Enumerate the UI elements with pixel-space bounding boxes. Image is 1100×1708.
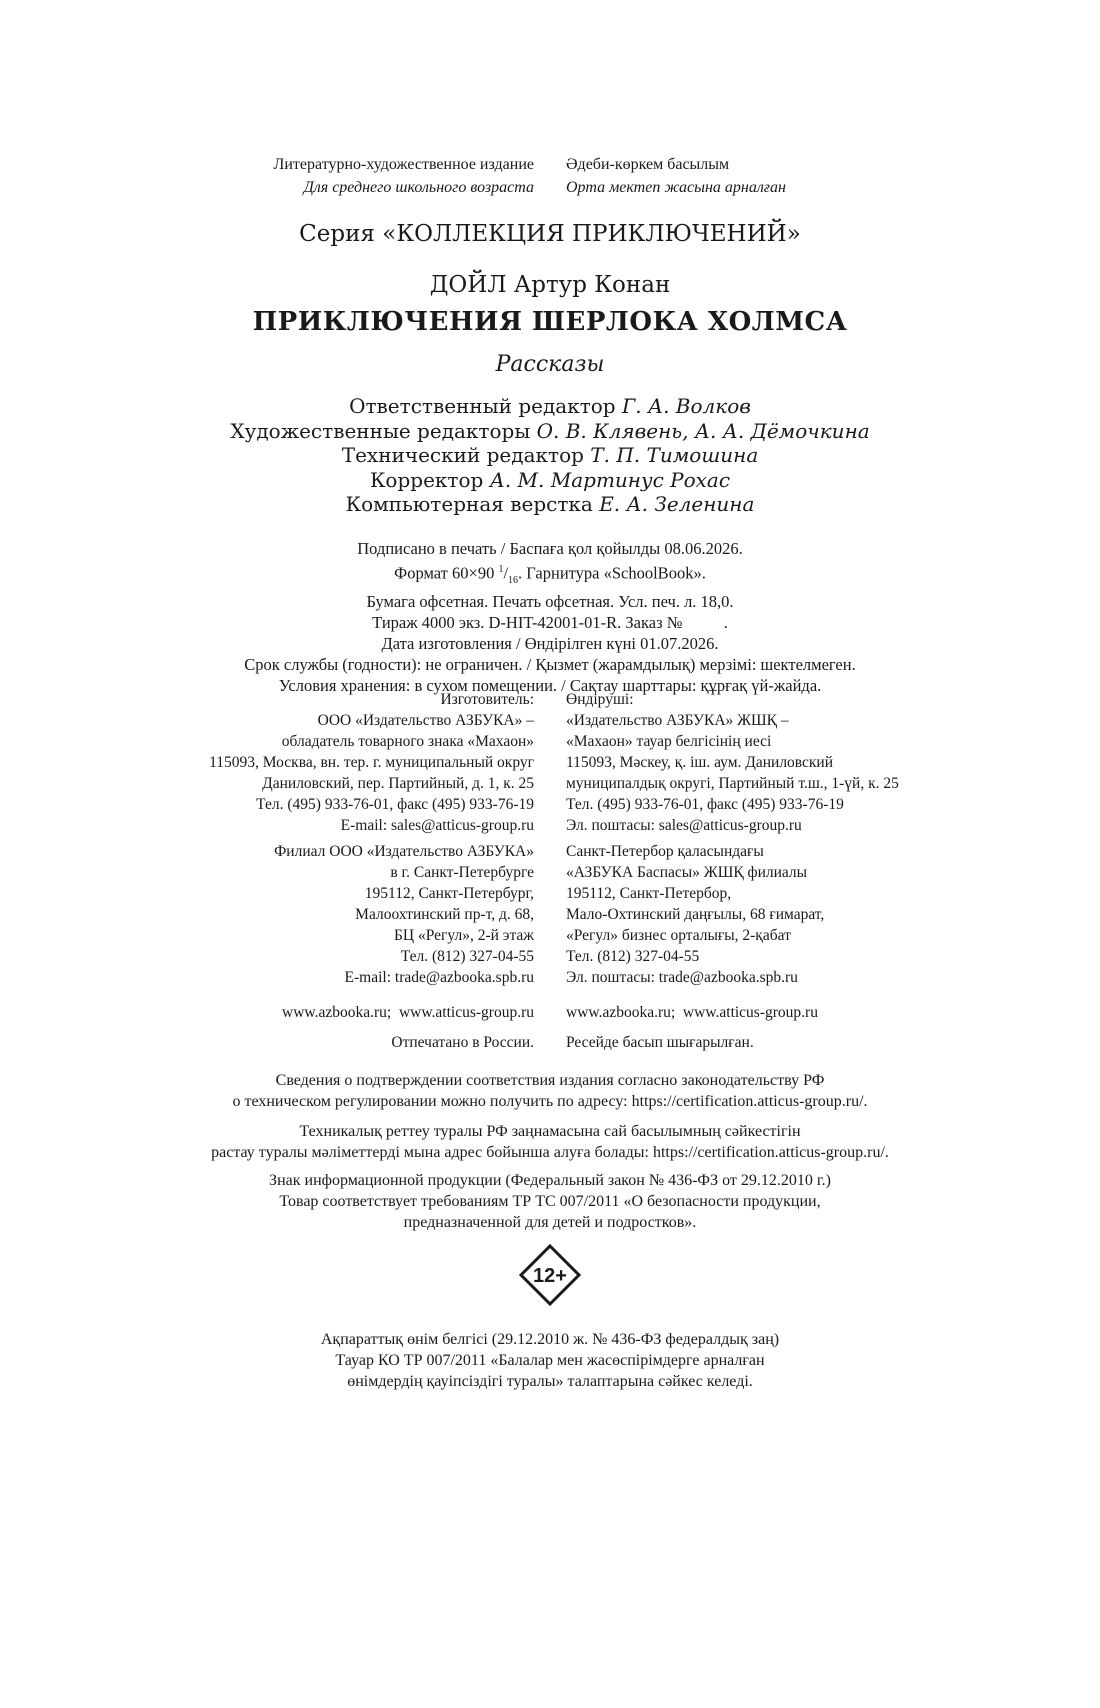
address-line: Малоохтинский пр-т, д. 68, (355, 906, 534, 923)
address-line: «АЗБУКА Баспасы» ЖШҚ филиалы (566, 864, 808, 881)
credit-role: Ответственный редактор (349, 394, 616, 418)
address-line: Санкт-Петербор қаласындағы (566, 843, 764, 860)
address-line: «Махаон» тауар белгісінің иесі (566, 733, 772, 750)
credit-name: О. В. Клявень, А. А. Дёмочкина (536, 418, 870, 443)
author-name: ДОЙЛ Артур Конан (429, 272, 671, 298)
printed-in-kz: Ресейде басып шығарылған. (566, 1034, 754, 1051)
address-line: муниципалдық округі, Партийный т.ш., 1-үй, к. 25 (566, 775, 899, 792)
printed-in-ru: Отпечатано в России. (391, 1034, 534, 1051)
format-line: Формат 60×90 $^1/_{16}$. Гарнитура «SchoolBook». (394, 563, 706, 586)
email-line: Эл. поштасы: sales@atticus-group.ru (566, 817, 802, 834)
printed-in-block (0, 1032, 1100, 1053)
email-line: E-mail: trade@azbooka.spb.ru (344, 969, 534, 986)
address-line: 195112, Санкт-Петербург, (364, 885, 534, 902)
manufacturer-kz (566, 689, 1091, 836)
format-label: Формат 60×90 (394, 563, 499, 583)
credit-line (0, 394, 1100, 419)
info-product-kz (0, 1329, 1100, 1392)
info-line: Знак информационной продукции (Федеральный закон № 436-ФЗ от 29.12.2010 г.) (269, 1172, 831, 1189)
address-line: обладатель товарного знака «Махаон» (281, 733, 534, 750)
shelf-life: Срок службы (годности): не ограничен. / Қызмет (жарамдылық) мерзімі: шектелмеген. (244, 654, 856, 674)
address-line: 115093, Мәскеу, қ. іш. аум. Даниловский (566, 754, 834, 771)
address-line: Тел. (495) 933-76-01, факс (495) 933-76-19 (256, 796, 534, 813)
branch-block (0, 841, 1100, 988)
credit-role: Корректор (369, 467, 484, 492)
certification-line: о техническом регулировании можно получить по адресу: https://certification.atticus-group.ru/. (232, 1093, 868, 1110)
info-line: Товар соответствует требованиям ТР ТС 007/2011 «О безопасности продукции, (279, 1193, 821, 1210)
print-details (0, 538, 1100, 696)
age-rating-badge (518, 1243, 582, 1307)
certification-line: Техникалық реттеу туралы РФ заңнамасына сай басылымның сәйкестігін (299, 1123, 801, 1140)
credit-role: Компьютерная верстка (345, 492, 593, 516)
address-line: Тел. (812) 327-04-55 (400, 948, 534, 965)
address-line: Филиал ООО «Издательство АЗБУКА» (274, 843, 534, 860)
edition-type-label: Литературно-художественное издание (273, 156, 534, 173)
certification-kz (0, 1121, 1100, 1163)
production-date: Дата изготовления / Өндірілген күні 01.07.2026. (381, 633, 719, 653)
info-line: предназначенной для детей и подростков». (403, 1214, 697, 1231)
credit-line (0, 492, 1100, 517)
certification-line: Сведения о подтверждении соответствия издания согласно законодательству РФ (275, 1072, 825, 1089)
credit-role: Художественные редакторы (230, 418, 531, 443)
manufacturer-ru (9, 689, 534, 836)
manufacturer-block (0, 689, 1100, 836)
age-rating-text: 12+ (533, 1265, 567, 1287)
info-product-ru (0, 1170, 1100, 1233)
address-line: «Издательство АЗБУКА» ЖШҚ – (566, 712, 789, 729)
certification-ru (0, 1070, 1100, 1112)
certification-line: растау туралы мәліметтерді мына адрес бойынша алуға болады: https://certification.atticus-group.ru/. (211, 1144, 889, 1161)
edition-type-ru (10, 153, 534, 199)
edition-type-kz (566, 153, 1090, 199)
print-run: Тираж 4000 экз. D-HIT-42001-01-R. Заказ № . (372, 612, 728, 632)
edition-type-block (0, 153, 1100, 199)
address-line: Тел. (495) 933-76-01, факс (495) 933-76-19 (566, 796, 844, 813)
format-numerator: 1 (498, 564, 504, 575)
websites-block (0, 1002, 1100, 1023)
edition-type-label: Әдеби-көркем басылым (566, 156, 730, 173)
credit-line (0, 443, 1100, 468)
address-line: 195112, Санкт-Петербор, (566, 885, 732, 902)
info-line: Ақпараттық өнім белгісі (29.12.2010 ж. № 436-ФЗ федералдық заң) (320, 1331, 780, 1348)
credit-name: А. М. Мартинус Рохас (489, 467, 731, 492)
age-group-label: Для среднего школьного возраста (303, 179, 534, 196)
branch-ru (9, 841, 534, 988)
genre-label: Рассказы (495, 352, 605, 377)
credit-line (0, 419, 1100, 444)
address-line: Мало-Охтинский даңғылы, 68 ғимарат, (566, 906, 825, 923)
typeface-label: . Гарнитура «SchoolBook». (518, 563, 706, 583)
email-line: E-mail: sales@atticus-group.ru (340, 817, 534, 834)
credit-name: Г. А. Волков (621, 394, 751, 418)
paper-line: Бумага офсетная. Печать офсетная. Усл. печ. л. 18,0. (366, 591, 734, 611)
storage-conditions: Условия хранения: в сухом помещении. / Сақтау шарттары: құрғақ үй-жайда. (278, 675, 822, 695)
address-line: Даниловский, пер. Партийный, д. 1, к. 25 (262, 775, 534, 792)
websites-ru: www.azbooka.ru; www.atticus-group.ru (282, 1004, 534, 1021)
email-line: Эл. поштасы: trade@azbooka.spb.ru (566, 969, 798, 986)
address-line: БЦ «Регул», 2-й этаж (394, 927, 534, 944)
age-group-label: Орта мектеп жасына арналған (566, 179, 786, 196)
signed-date: Подписано в печать / Баспаға қол қойылды 08.06.2026. (357, 539, 743, 558)
format-denominator: 16 (508, 574, 519, 586)
address-line: в г. Санкт-Петербурге (390, 864, 534, 881)
address-line: Тел. (812) 327-04-55 (566, 948, 700, 965)
credit-name: Т. П. Тимошина (590, 443, 759, 467)
address-line: «Регул» бизнес орталығы, 2-қабат (566, 927, 791, 944)
address-line: ООО «Издательство АЗБУКА» – (317, 712, 534, 729)
branch-kz (566, 841, 1091, 988)
address-line: Изготовитель: (440, 691, 534, 708)
address-line: Өндіруші: (566, 691, 634, 708)
credit-line (0, 468, 1100, 493)
book-title: ПРИКЛЮЧЕНИЯ ШЕРЛОКА ХОЛМСА (252, 307, 848, 337)
info-line: өнімдердің қауіпсіздігі туралы» талаптарына сәйкес келеді. (347, 1373, 753, 1390)
series-title: Серия «КОЛЛЕКЦИЯ ПРИКЛЮЧЕНИЙ» (299, 221, 801, 247)
credit-role: Технический редактор (341, 443, 584, 467)
info-line: Тауар КО ТР 007/2011 «Балалар мен жасөспірімдерге арналған (335, 1352, 765, 1369)
address-line: 115093, Москва, вн. тер. г. муниципальный округ (209, 754, 534, 771)
editorial-credits (0, 394, 1100, 517)
websites-kz: www.azbooka.ru; www.atticus-group.ru (566, 1004, 818, 1021)
credit-name: Е. А. Зеленина (599, 492, 755, 516)
